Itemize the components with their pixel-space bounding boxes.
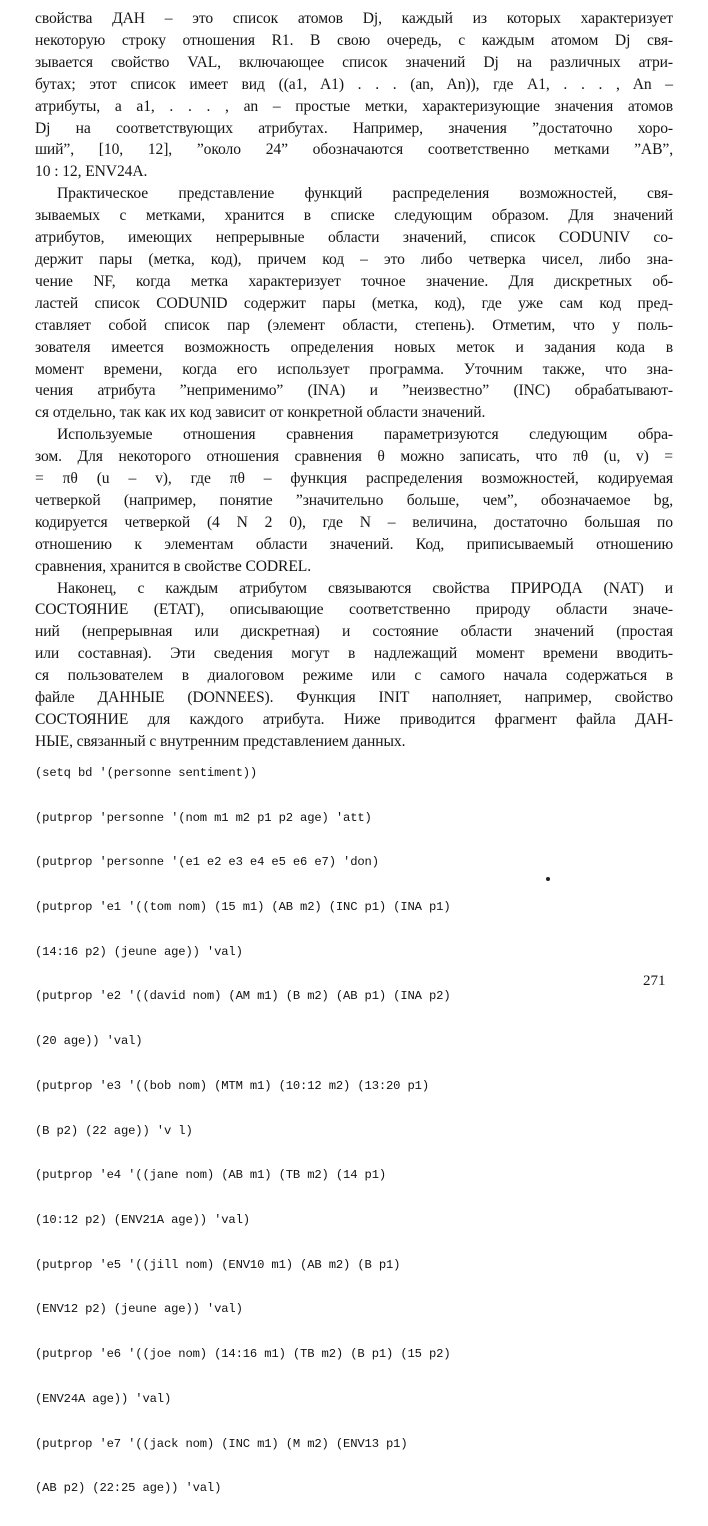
paragraph-4	[35, 578, 673, 753]
text-line: зываемых с метками, хранится в списке следующим образом. Для значений	[35, 207, 673, 225]
paragraph-1	[35, 8, 673, 183]
text-line: зывается свойство VAL, включающее список значений Dj на различных атри-	[35, 53, 673, 71]
text-line: атрибуты, а a1, . . . , an – простые метки, характеризующие значения атомов	[35, 97, 673, 115]
text-line: или составная). Эти сведения могут в надлежащий момент времени вводить-	[35, 645, 673, 663]
code-line: (putprop 'e6 '((joe nom) (14:16 m1) (TB m2) (B p1) (15 p2)	[35, 1347, 451, 1362]
text-line: Наконец, с каждым атрибутом связываются свойства ПРИРОДА (NAT) и	[57, 579, 673, 597]
text-line: ластей список CODUNID содержит пары (метка, код), где уже сам код пред-	[35, 294, 673, 312]
paragraph-3	[35, 424, 673, 577]
code-line: (10:12 p2) (ENV21A age)) 'val)	[35, 1213, 250, 1227]
text-line: ставляет собой список пар (элемент области, степень). Отметим, что у поль-	[35, 316, 673, 334]
text-line: четверкой (например, понятие ”значительно больше, чем”, обозначаемое bg,	[35, 491, 673, 509]
text-line: файле ДАННЫЕ (DONNEES). Функция INIT наполняет, например, свойство	[35, 689, 673, 707]
code-line: (putprop 'e4 '((jane nom) (AB m1) (TB m2) (14 p1)	[35, 1168, 387, 1183]
text-line: СОСТОЯНИЕ (ETAT), описывающие соответственно природу области значе-	[35, 601, 673, 619]
text-line: 10 : 12, ENV24A.	[35, 163, 148, 181]
code-line: (putprop 'e2 '((david nom) (AM m1) (B m2) (AB p1) (INA p2)	[35, 989, 451, 1004]
code-line: (putprop 'e7 '((jack nom) (INC m1) (M m2) (ENV13 p1)	[35, 1436, 408, 1451]
code-line: (putprop 'personne '(nom m1 m2 p1 p2 age) 'att)	[35, 810, 372, 825]
text-line: бутах; этот список имеет вид ((a1, A1) . . . (an, An)), где A1, . . . , An –	[35, 75, 673, 93]
text-line: чения атрибута ”неприменимо” (INA) и ”неизвестно” (INC) обрабатывают-	[35, 382, 673, 400]
text-line: Практическое представление функций распределения возможностей, свя-	[57, 185, 673, 203]
text-line: ний (непрерывная или дискретная) и состояние области значений (простая	[35, 623, 673, 641]
ink-speck	[546, 877, 550, 881]
text-line: ся пользователем в диалоговом режиме или с самого начала содержаться в	[35, 667, 673, 685]
code-line: (ENV12 p2) (jeune age)) 'val)	[35, 1302, 243, 1317]
code-line: (putprop 'e5 '((jill nom) (ENV10 m1) (AB m2) (B p1)	[35, 1257, 401, 1272]
code-line: (putprop 'e3 '((bob nom) (MTM m1) (10:12 m2) (13:20 p1)	[35, 1078, 430, 1093]
text-line: Dj на соответствующих атрибутах. Например, значения ”достаточно хоро-	[35, 119, 673, 137]
text-line: ся отдельно, так как их код зависит от конкретной области значений.	[35, 404, 486, 422]
text-line: ший”, [10, 12], ”около 24” обозначаются соответственно метками ”AB”,	[35, 141, 673, 159]
text-line: некоторую строку отношения R1. В свою очередь, с каждым атомом Dj свя-	[35, 31, 673, 49]
text-line: зователя имеется возможность определения новых меток и задания кода в	[35, 338, 673, 356]
code-listing	[35, 736, 675, 1526]
code-line: (20 age)) 'val)	[35, 1034, 143, 1049]
code-line: (ENV24A age)) 'val)	[35, 1391, 172, 1406]
text-line: СОСТОЯНИЕ для каждого атрибута. Ниже приводится фрагмент файла ДАН-	[35, 711, 673, 728]
code-line: (putprop 'e1 '((tom nom) (15 m1) (AB m2) (INC p1) (INA p1)	[35, 899, 451, 914]
code-line: (14:16 p2) (jeune age)) 'val)	[35, 944, 243, 959]
page-number: 271	[643, 973, 666, 989]
text-line: НЫЕ, связанный с внутренним представлением данных.	[35, 732, 406, 750]
text-line: чение NF, когда метка характеризует точное значение. Для дискретных об-	[35, 272, 673, 290]
text-line: момент времени, когда его использует программа. Уточним также, что зна-	[35, 360, 673, 378]
paragraph-2	[35, 183, 673, 424]
code-line: (AB p2) (22:25 age)) 'val)	[35, 1481, 222, 1496]
text-line: кодируется четверкой (4 N 2 0), где N – величина, достаточно большая по	[35, 513, 673, 531]
code-line: (putprop 'personne '(e1 e2 e3 e4 e5 e6 e7) 'don)	[35, 855, 379, 870]
code-line: (setq bd '(personne sentiment))	[35, 765, 258, 780]
text-line: зом. Для некоторого отношения сравнения θ можно записать, что πθ (u, v) =	[35, 448, 673, 466]
text-line: сравнения, хранится в свойстве CODREL.	[35, 557, 312, 575]
text-line: держит пары (метка, код), причем код – это либо четверка чисел, либо зна-	[35, 250, 673, 268]
text-line: атрибутов, имеющих непрерывные области значений, список CODUNIV со-	[35, 229, 673, 247]
text-line: свойства ДАН – это список атомов Dj, каждый из которых характеризует	[35, 10, 673, 27]
body-text	[35, 8, 673, 753]
text-line: отношению к элементам области значений. Код, приписываемый отношению	[35, 535, 673, 553]
code-line: (B p2) (22 age)) 'v l)	[35, 1123, 193, 1138]
text-line: Используемые отношения сравнения параметризуются следующим обра-	[57, 426, 673, 444]
text-line: = πθ (u – v), где πθ – функция распределения возможностей, кодируемая	[35, 470, 673, 488]
